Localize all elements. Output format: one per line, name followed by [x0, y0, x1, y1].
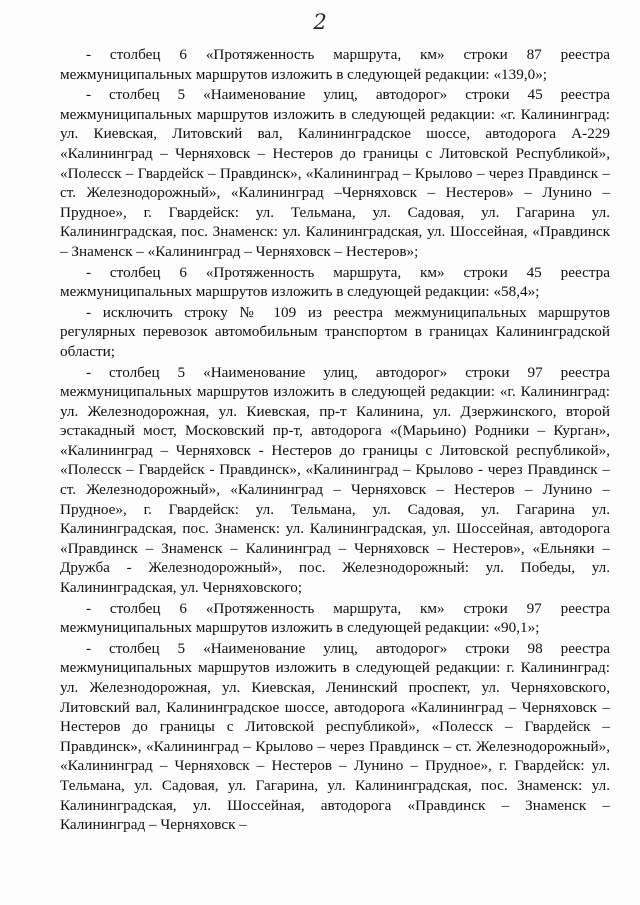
paragraph: - столбец 5 «Наименование улиц, автодорог» строки 45 реестра межмуниципальных маршрутов изложить в следующей редакции: «г. Калининград: ул. Киевская, Литовский вал, Калининградское шоссе, автодорога А-229 «Калининград – Черняховск – Нестеров до границы с Литовской Республикой», «Полесск – Гвардейск – Правдинск», «Калининград – Крылово – через Правдинск – ст. Железнодорожный», «Калининград –Черняховск – Нестеров» – Лунино – Прудное», г. Гвардейск: ул. Тельмана, ул. Садовая, ул. Гагарина ул. Калининградская, пос. Знаменск: ул. Калининградская, ул. Шоссейная, «Правдинск – Знаменск – «Калининград – Черняховск – Нестеров»; — [60, 86, 610, 260]
paragraph: - столбец 6 «Протяженность маршрута, км» строки 45 реестра межмуниципальных маршрутов изложить в следующей редакции: «58,4»; — [60, 263, 610, 301]
document-body — [60, 45, 610, 835]
paragraph: - исключить строку № 109 из реестра межмуниципальных маршрутов регулярных перевозок автомобильным транспортом в границах Калининградской области; — [60, 303, 610, 360]
paragraph: - столбец 6 «Протяженность маршрута, км» строки 87 реестра межмуниципальных маршрутов изложить в следующей редакции: «139,0»; — [60, 46, 610, 83]
page-number: 2 — [313, 10, 327, 34]
paragraph: - столбец 5 «Наименование улиц, автодорог» строки 97 реестра межмуниципальных маршрутов изложить в следующей редакции: «г. Калининград: ул. Железнодорожная, ул. Киевская, пр-т Калинина, ул. Дзержинского, второй эстакадный мост, Московский пр-т, автодорога «(Марьино) Родники – Курган», «Калининград – Черняховск - Нестеров до границы с Литовской республикой», «Полесск – Гвардейск - Правдинск», «Калининград – Крылово - через Правдинск – ст. Железнодорожный», «Калининград – Черняховск – Нестеров – Лунино – Прудное», г. Гвардейск: ул. Тельмана, ул. Садовая, ул. Гагарина ул. Калининградская, пос. Знаменск: ул. Калининградская, ул. Шоссейная, автодорога «Правдинск – Знаменск – Калининград – Черняховск – Нестеров», «Ельняки – Дружба - Железнодорожный», пос. Железнодорожный: ул. Победы, ул. Калининградская, ул. Черняховского; — [60, 363, 610, 597]
paragraph: - столбец 5 «Наименование улиц, автодорог» строки 98 реестра межмуниципальных маршрутов изложить в следующей редакции: г. Калининград: ул. Железнодорожная, ул. Киевская, Ленинский проспект, ул. Черняховского, Литовский вал, Калининградское шоссе, автодорога «Калининград – Черняховск –Нестеров до границы с Литовской республикой», «Полесск – Гвардейск – Правдинск», «Калининград – Крылово – через Правдинск – ст. Железнодорожный», «Калининград – Черняховск – Нестеров – Лунино – Прудное», г. Гвардейск: ул. Тельмана, ул. Садовая, ул. Гагарина, ул. Калининградская, пос. Знаменск: ул. Калининградская, ул. Шоссейная, автодорога «Правдинск – Знаменск – Калининград – Черняховск – — [60, 639, 610, 834]
paragraph: - столбец 6 «Протяженность маршрута, км» строки 97 реестра межмуниципальных маршрутов изложить в следующей редакции: «90,1»; — [60, 599, 610, 637]
